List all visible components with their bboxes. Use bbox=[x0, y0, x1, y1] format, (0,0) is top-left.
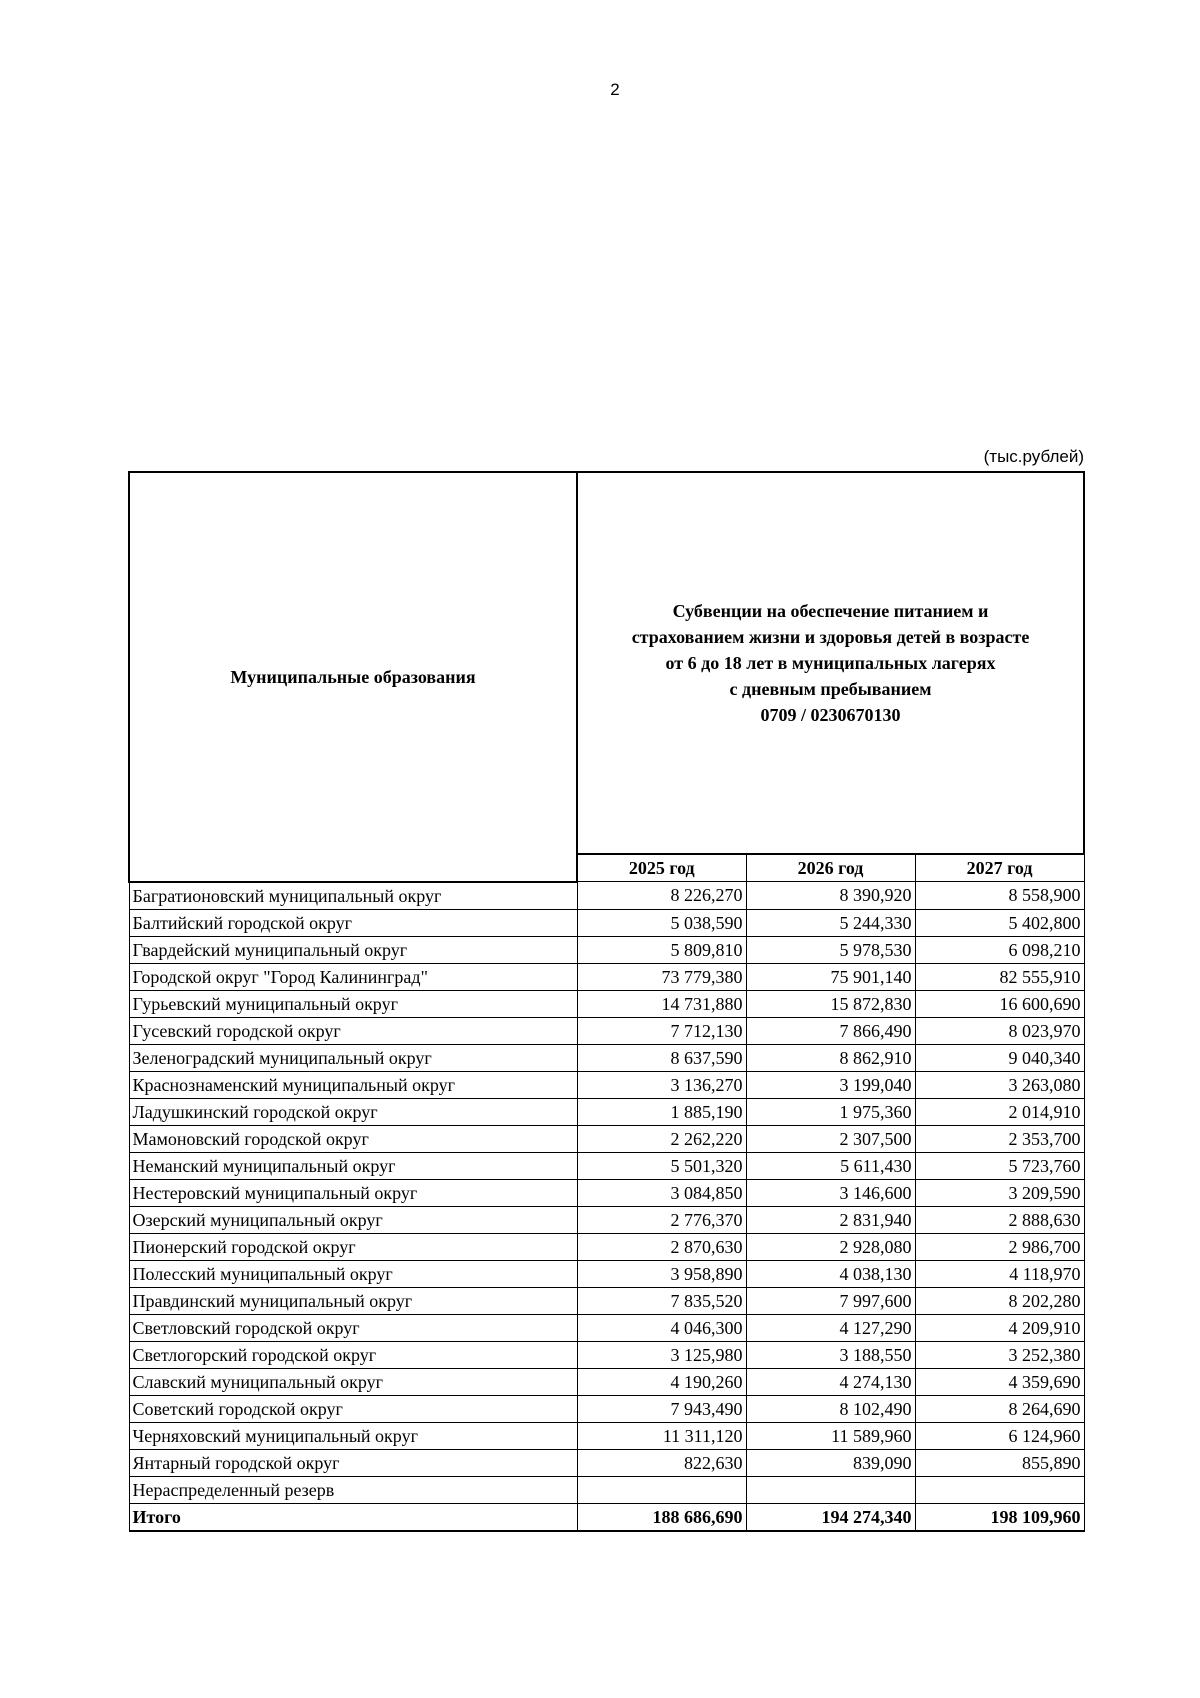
municipality-name: Нераспределенный резерв bbox=[129, 1476, 577, 1503]
value-2026: 2 307,500 bbox=[746, 1125, 915, 1152]
table-row bbox=[129, 1017, 1084, 1044]
municipality-name: Пионерский городской округ bbox=[129, 1233, 577, 1260]
municipality-name: Балтийский городской округ bbox=[129, 909, 577, 936]
value-2027: 8 023,970 bbox=[915, 1017, 1084, 1044]
value-2027: 3 252,380 bbox=[915, 1341, 1084, 1368]
value-2025: 2 870,630 bbox=[577, 1233, 746, 1260]
value-2026: 5 244,330 bbox=[746, 909, 915, 936]
value-2027: 4 209,910 bbox=[915, 1314, 1084, 1341]
value-2027: 855,890 bbox=[915, 1449, 1084, 1476]
value-2025: 7 712,130 bbox=[577, 1017, 746, 1044]
total-row bbox=[129, 1503, 1084, 1531]
value-2025: 5 038,590 bbox=[577, 909, 746, 936]
value-2026: 4 274,130 bbox=[746, 1368, 915, 1395]
value-2027: 82 555,910 bbox=[915, 963, 1084, 990]
table-row bbox=[129, 1287, 1084, 1314]
table-row bbox=[129, 1476, 1084, 1503]
municipalities-header: Муниципальные образования bbox=[129, 472, 577, 882]
municipality-name: Багратионовский муниципальный округ bbox=[129, 882, 577, 910]
value-2026: 839,090 bbox=[746, 1449, 915, 1476]
table-header-row bbox=[129, 472, 1084, 854]
value-2027: 8 202,280 bbox=[915, 1287, 1084, 1314]
table-body bbox=[129, 882, 1084, 1531]
table-row bbox=[129, 1233, 1084, 1260]
total-2027: 198 109,960 bbox=[915, 1503, 1084, 1531]
table-row bbox=[129, 1368, 1084, 1395]
value-2027: 5 402,800 bbox=[915, 909, 1084, 936]
value-2025: 3 084,850 bbox=[577, 1179, 746, 1206]
table-row bbox=[129, 990, 1084, 1017]
table-row bbox=[129, 936, 1084, 963]
table-row bbox=[129, 1098, 1084, 1125]
municipality-name: Славский муниципальный округ bbox=[129, 1368, 577, 1395]
municipality-name: Советский городской округ bbox=[129, 1395, 577, 1422]
table-row bbox=[129, 1071, 1084, 1098]
total-2026: 194 274,340 bbox=[746, 1503, 915, 1531]
table-row bbox=[129, 1125, 1084, 1152]
value-2027: 2 014,910 bbox=[915, 1098, 1084, 1125]
subvention-table bbox=[128, 471, 1085, 1532]
subvention-description-header bbox=[577, 472, 1084, 854]
value-2025: 5 809,810 bbox=[577, 936, 746, 963]
total-2025: 188 686,690 bbox=[577, 1503, 746, 1531]
municipality-name: Ладушкинский городской округ bbox=[129, 1098, 577, 1125]
value-2026: 4 127,290 bbox=[746, 1314, 915, 1341]
table-row bbox=[129, 963, 1084, 990]
value-2027: 4 118,970 bbox=[915, 1260, 1084, 1287]
total-label: Итого bbox=[129, 1503, 577, 1531]
year-header-2026: 2026 год bbox=[746, 854, 915, 882]
value-2026: 8 390,920 bbox=[746, 882, 915, 910]
value-2026: 11 589,960 bbox=[746, 1422, 915, 1449]
value-2026: 75 901,140 bbox=[746, 963, 915, 990]
municipality-name: Нестеровский муниципальный округ bbox=[129, 1179, 577, 1206]
table-row bbox=[129, 1152, 1084, 1179]
units-label: (тыс.рублей) bbox=[983, 447, 1084, 466]
municipality-name: Краснознаменский муниципальный округ bbox=[129, 1071, 577, 1098]
table-row bbox=[129, 1044, 1084, 1071]
municipality-name: Светлогорский городской округ bbox=[129, 1341, 577, 1368]
year-header-2025: 2025 год bbox=[577, 854, 746, 882]
municipality-name: Полесский муниципальный округ bbox=[129, 1260, 577, 1287]
value-2026: 3 146,600 bbox=[746, 1179, 915, 1206]
municipality-name: Гвардейский муниципальный округ bbox=[129, 936, 577, 963]
table-row bbox=[129, 882, 1084, 910]
table-row bbox=[129, 1260, 1084, 1287]
value-2026: 2 831,940 bbox=[746, 1206, 915, 1233]
value-2025: 2 262,220 bbox=[577, 1125, 746, 1152]
value-2025: 4 190,260 bbox=[577, 1368, 746, 1395]
value-2026: 5 978,530 bbox=[746, 936, 915, 963]
municipality-name: Городской округ "Город Калининград" bbox=[129, 963, 577, 990]
municipality-name: Неманский муниципальный округ bbox=[129, 1152, 577, 1179]
value-2025: 2 776,370 bbox=[577, 1206, 746, 1233]
value-2026: 15 872,830 bbox=[746, 990, 915, 1017]
page-number: 2 bbox=[610, 80, 620, 99]
value-2025: 3 125,980 bbox=[577, 1341, 746, 1368]
value-2025: 73 779,380 bbox=[577, 963, 746, 990]
value-2025: 8 637,590 bbox=[577, 1044, 746, 1071]
value-2027: 4 359,690 bbox=[915, 1368, 1084, 1395]
municipality-name: Правдинский муниципальный округ bbox=[129, 1287, 577, 1314]
table-row bbox=[129, 1449, 1084, 1476]
municipality-name: Мамоновский городской округ bbox=[129, 1125, 577, 1152]
value-2026: 8 862,910 bbox=[746, 1044, 915, 1071]
table-row bbox=[129, 1179, 1084, 1206]
value-2027: 6 124,960 bbox=[915, 1422, 1084, 1449]
value-2025: 5 501,320 bbox=[577, 1152, 746, 1179]
municipality-name: Светловский городской округ bbox=[129, 1314, 577, 1341]
municipality-name: Озерский муниципальный округ bbox=[129, 1206, 577, 1233]
value-2026: 3 188,550 bbox=[746, 1341, 915, 1368]
value-2026: 2 928,080 bbox=[746, 1233, 915, 1260]
value-2026: 1 975,360 bbox=[746, 1098, 915, 1125]
value-2025: 7 943,490 bbox=[577, 1395, 746, 1422]
value-2026: 7 997,600 bbox=[746, 1287, 915, 1314]
municipality-name: Гусевский городской округ bbox=[129, 1017, 577, 1044]
value-2027: 8 264,690 bbox=[915, 1395, 1084, 1422]
value-2027: 2 888,630 bbox=[915, 1206, 1084, 1233]
value-2025: 4 046,300 bbox=[577, 1314, 746, 1341]
municipality-name: Зеленоградский муниципальный округ bbox=[129, 1044, 577, 1071]
value-2025: 8 226,270 bbox=[577, 882, 746, 910]
table-row bbox=[129, 1206, 1084, 1233]
value-2027: 6 098,210 bbox=[915, 936, 1084, 963]
value-2027 bbox=[915, 1476, 1084, 1503]
municipality-name: Янтарный городской округ bbox=[129, 1449, 577, 1476]
value-2025: 3 136,270 bbox=[577, 1071, 746, 1098]
desc-line: Субвенции на обеспечение питанием и bbox=[672, 601, 989, 621]
value-2027: 8 558,900 bbox=[915, 882, 1084, 910]
value-2025 bbox=[577, 1476, 746, 1503]
table-row bbox=[129, 909, 1084, 936]
table-row bbox=[129, 1395, 1084, 1422]
table-row bbox=[129, 1341, 1084, 1368]
desc-line: страхованием жизни и здоровья детей в возрасте bbox=[631, 627, 1030, 647]
value-2025: 14 731,880 bbox=[577, 990, 746, 1017]
value-2027: 16 600,690 bbox=[915, 990, 1084, 1017]
budget-code: 0709 / 0230670130 bbox=[760, 705, 901, 725]
municipality-name: Черняховский муниципальный округ bbox=[129, 1422, 577, 1449]
value-2027: 2 353,700 bbox=[915, 1125, 1084, 1152]
value-2027: 2 986,700 bbox=[915, 1233, 1084, 1260]
value-2027: 3 209,590 bbox=[915, 1179, 1084, 1206]
value-2025: 822,630 bbox=[577, 1449, 746, 1476]
value-2026: 5 611,430 bbox=[746, 1152, 915, 1179]
value-2026: 7 866,490 bbox=[746, 1017, 915, 1044]
value-2027: 5 723,760 bbox=[915, 1152, 1084, 1179]
year-header-2027: 2027 год bbox=[915, 854, 1084, 882]
value-2026: 4 038,130 bbox=[746, 1260, 915, 1287]
value-2025: 3 958,890 bbox=[577, 1260, 746, 1287]
value-2026: 8 102,490 bbox=[746, 1395, 915, 1422]
table-row bbox=[129, 1314, 1084, 1341]
value-2025: 11 311,120 bbox=[577, 1422, 746, 1449]
value-2026 bbox=[746, 1476, 915, 1503]
value-2025: 1 885,190 bbox=[577, 1098, 746, 1125]
desc-line: от 6 до 18 лет в муниципальных лагерях bbox=[665, 653, 996, 673]
value-2027: 3 263,080 bbox=[915, 1071, 1084, 1098]
value-2025: 7 835,520 bbox=[577, 1287, 746, 1314]
value-2027: 9 040,340 bbox=[915, 1044, 1084, 1071]
table-row bbox=[129, 1422, 1084, 1449]
municipality-name: Гурьевский муниципальный округ bbox=[129, 990, 577, 1017]
value-2026: 3 199,040 bbox=[746, 1071, 915, 1098]
desc-line: с дневным пребыванием bbox=[729, 679, 932, 699]
